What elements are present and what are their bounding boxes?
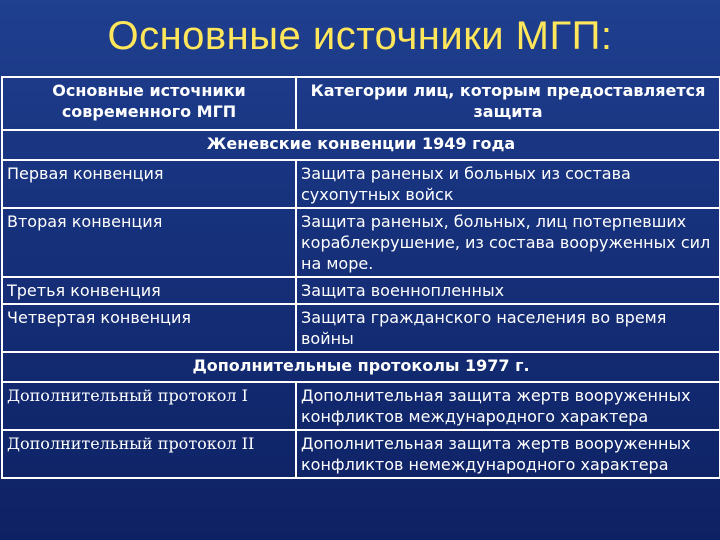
section-row xyxy=(2,130,720,160)
section-geneva-title: Женевские конвенции 1949 года xyxy=(2,130,720,160)
row-source: Четвертая конвенция xyxy=(2,304,296,352)
row-protection: Защита раненых и больных из состава сухопутных войск xyxy=(296,160,720,208)
table-row xyxy=(2,304,720,352)
row-protection: Защита военнопленных xyxy=(296,277,720,304)
table-row xyxy=(2,277,720,304)
table-row xyxy=(2,382,720,430)
row-protection: Защита гражданского населения во время войны xyxy=(296,304,720,352)
row-source: Вторая конвенция xyxy=(2,208,296,277)
table-header-row xyxy=(2,77,720,130)
slide-title: Основные источники МГП: xyxy=(107,14,613,58)
table-row xyxy=(2,430,720,478)
row-source: Первая конвенция xyxy=(2,160,296,208)
table-row xyxy=(2,208,720,277)
section-protocols-title: Дополнительные протоколы 1977 г. xyxy=(2,352,720,382)
row-protection: Защита раненых, больных, лиц потерпевших кораблекрушение, из состава вооруженных сил на море. xyxy=(296,208,720,277)
row-source: Дополнительный протокол II xyxy=(2,430,296,478)
sources-table xyxy=(1,76,720,479)
header-sources: Основные источники современного МГП xyxy=(2,77,296,130)
row-protection: Дополнительная защита жертв вооруженных конфликтов немеждународного характера xyxy=(296,430,720,478)
header-categories: Категории лиц, которым предоставляется защита xyxy=(296,77,720,130)
row-source: Дополнительный протокол I xyxy=(2,382,296,430)
row-protection: Дополнительная защита жертв вооруженных конфликтов международного характера xyxy=(296,382,720,430)
section-row xyxy=(2,352,720,382)
row-source: Третья конвенция xyxy=(2,277,296,304)
table-row xyxy=(2,160,720,208)
